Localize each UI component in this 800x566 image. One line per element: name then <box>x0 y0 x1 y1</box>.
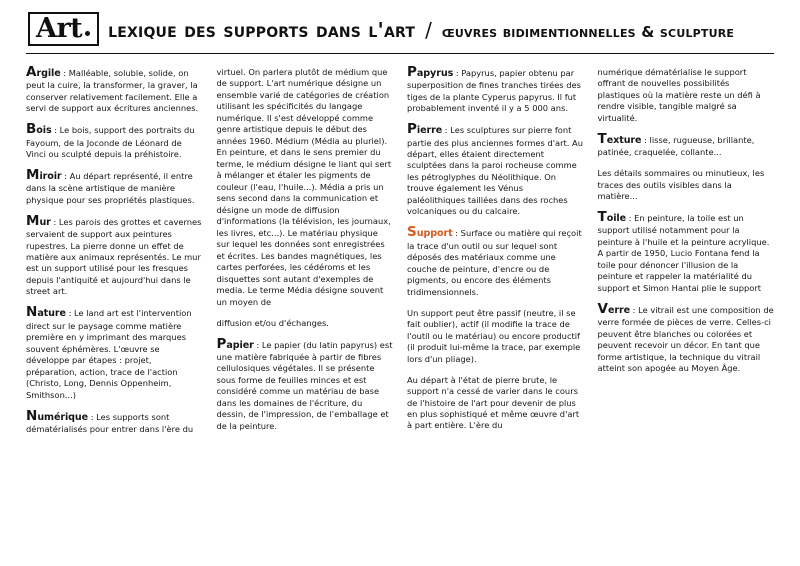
entry-text: : Les sculptures sur pierre font partie des plus anciennes formes d'art. Au départ, elles étaient directement sculptées dans la paroi rocheuse comme les pétroglyphes du Néolithique. On trouve également les Vénus paléolithiques taillées dans des roches volcaniques ou du calcaire. <box>407 125 583 217</box>
entry-text: numérique dématérialise le support offrant de nouvelles possibilités plastiques où la matière reste un défi à rendre visible, tangible malgré sa virtualité. <box>597 67 761 123</box>
entry-initial: B <box>26 121 37 138</box>
entry-text: : Le papier (du latin papyrus) est une matière fabriquée à partir de fibres cellulosiques végétales. Il se présente sous forme de feuilles minces et est considéré comme un matériau de base dans les domaines de l'écriture, du dessin, de l'impression, de l'emballage et de la peinture. <box>216 339 393 431</box>
entry-initial: M <box>26 166 40 183</box>
glossary-entry <box>597 300 775 375</box>
page-title: lexique des supports dans l'art <box>108 18 416 42</box>
entry-term: ierre <box>416 125 443 137</box>
entry-text: : Au départ représenté, il entre dans la scène artistique de manière physique pour ses propriétés plastiques. <box>26 170 195 205</box>
entry-initial: T <box>597 130 607 147</box>
page-header <box>26 12 774 52</box>
glossary-columns <box>26 64 774 537</box>
entry-initial: N <box>26 304 38 321</box>
entry-term: ois <box>36 125 52 137</box>
glossary-paragraph <box>407 375 584 432</box>
entry-text: : Surface ou matière qui reçoit la trace d'un outil ou sur lequel sont déposés des matériaux comme une couche de peinture, d'encre ou de pigments, ou encore des éléments tridimensionnels. <box>407 228 582 297</box>
entry-initial: P <box>407 64 417 80</box>
entry-text: : Le land art est l'intervention direct sur le paysage comme matière première en y imprimant des marques souvent éphémères. L'œuvre se développe par étapes : projet, préparation, action, trace de l'action (Christo, Long, Dennis Oppenheim, Smithson...) <box>26 308 192 400</box>
column-1 <box>26 64 203 537</box>
entry-term: apier <box>226 339 254 351</box>
entry-initial: A <box>26 64 37 80</box>
glossary-entry <box>216 335 394 433</box>
entry-initial: P <box>216 335 227 352</box>
glossary-paragraph <box>598 67 775 124</box>
glossary-entry <box>26 407 203 436</box>
glossary-entry <box>26 166 203 206</box>
glossary-entry <box>407 64 584 115</box>
entry-term: erre <box>607 304 631 316</box>
page-subtitle: œuvres bidimentionnelles & sculpture <box>441 23 735 41</box>
entry-term: ature <box>37 308 66 320</box>
entry-term: umérique <box>37 411 89 423</box>
entry-text: : Le bois, support des portraits du Fayoum, de la Joconde de Léonard de Vinci ou sculpté depuis la préhistoire. <box>26 125 195 159</box>
glossary-paragraph <box>217 67 394 308</box>
entry-term: oile <box>606 213 626 225</box>
entry-text: Les détails sommaires ou minutieux, les traces des outils visibles dans la matière... <box>597 168 765 202</box>
glossary-entry <box>597 130 775 159</box>
entry-text: : Le vitrail est une composition de verre formée de pièces de verre. Celles-ci peuvent être blanches ou colorées et peuvent recevoir un décor. En tant que forme artistique, la technique du vitrail atteint son apogée au Moyen Âge. <box>597 304 774 374</box>
glossary-entry <box>26 121 203 160</box>
header-divider <box>26 53 774 54</box>
glossary-entry <box>26 212 203 298</box>
entry-text: Au départ à l'état de pierre brute, le support n'a cessé de varier dans le cours de l'histoire de l'art pour devenir de plus en plus sophistiqué et même œuvre d'art à part entière. L'ère du <box>407 374 580 431</box>
entry-initial: S <box>407 224 417 241</box>
entry-text: : Les supports sont dématérialisés pour entrer dans l'ère du <box>26 411 194 434</box>
column-2 <box>217 67 394 537</box>
glossary-paragraph <box>217 318 394 329</box>
glossary-entry <box>26 304 203 401</box>
glossary-entry <box>407 121 584 218</box>
entry-text: virtuel. On parlera plutôt de médium que de support. L'art numérique désigne un ensemble varié de catégories de création utilisant les spécificités du langage numérique. Il s'est développé comme genre artistique depuis le début des années 1960. Médium (Média au pluriel). En peinture, et dans le sens premier du terme, le médium désigne le liant qui sert à mélanger et étaler les pigments de couleur (l'eau, l'huile...). Média a pris un sens second dans la communication et désigne un mode de diffusion d'informations (la télévision, les journaux, les livres, etc...). Le matériau physique sur lequel les données sont enregistrées et écrites. Les bandes magnétiques, les cartes perforées, les cédéroms et les disquettes sont autant d'exemples de media. Le terme Média désigne souvent un moyen de <box>216 67 392 307</box>
entry-initial: T <box>597 209 607 226</box>
glossary-entry <box>26 64 203 115</box>
art-logo <box>28 12 99 46</box>
glossary-entry <box>597 209 775 294</box>
column-4 <box>598 67 775 537</box>
entry-text: : En peinture, la toile est un support utilisé notamment pour la peinture à l'huile et la peinture acrylique. A partir de 1950, Lucio Fontana fend la toile pour dénoncer l'illusion de la peinture et rappeler la matérialité du support et Simon Hantai plie le support <box>597 213 770 293</box>
entry-initial: P <box>407 121 417 138</box>
entry-term: exture <box>606 134 642 146</box>
entry-term: apyrus <box>416 68 454 79</box>
entry-text: Un support peut être passif (neutre, il se fait oublier), actif (il modifie la trace de l'outil ou le matériau) ou encore productif (il produit lui-même la trace, par exemple lors d'un pliage). <box>407 307 581 364</box>
entry-text: diffusion et/ou d'échanges. <box>216 317 329 328</box>
entry-text: : Papyrus, papier obtenu par superposition de fines tranches tirées des tiges de la plante Cyperus papyrus. Il fut probablement inventé il y a 5 000 ans. <box>407 68 581 114</box>
art-logo-text: Art <box>36 13 83 44</box>
art-logo-dot <box>85 31 90 36</box>
entry-text: : Les parois des grottes et cavernes servaient de support aux peintures rupestres. La pierre donne un effet de matière aux animaux représentés. Le mur est un support utilisé pour les fresques depuis l'antiquité et aujourd'hui dans le street art. <box>26 216 202 297</box>
entry-term: iroir <box>39 170 62 182</box>
entry-initial: M <box>26 212 40 229</box>
title-separator: / <box>425 18 432 42</box>
glossary-paragraph <box>598 168 775 202</box>
column-3 <box>407 64 584 537</box>
glossary-paragraph <box>407 308 584 365</box>
entry-term: ur <box>39 216 51 228</box>
entry-initial: V <box>597 300 608 317</box>
entry-text: : Malléable, soluble, solide, on peut la cuire, la transformer, la graver, la conserver relativement facilement. Elle a servi de support aux écritures anciennes. <box>26 68 199 114</box>
entry-initial: N <box>26 407 38 424</box>
glossary-entry <box>407 224 584 298</box>
entry-text: : lisse, rugueuse, brillante, patinée, craquelée, collante... <box>597 134 755 158</box>
entry-term: upport <box>416 228 453 240</box>
entry-term: rgile <box>36 68 61 79</box>
